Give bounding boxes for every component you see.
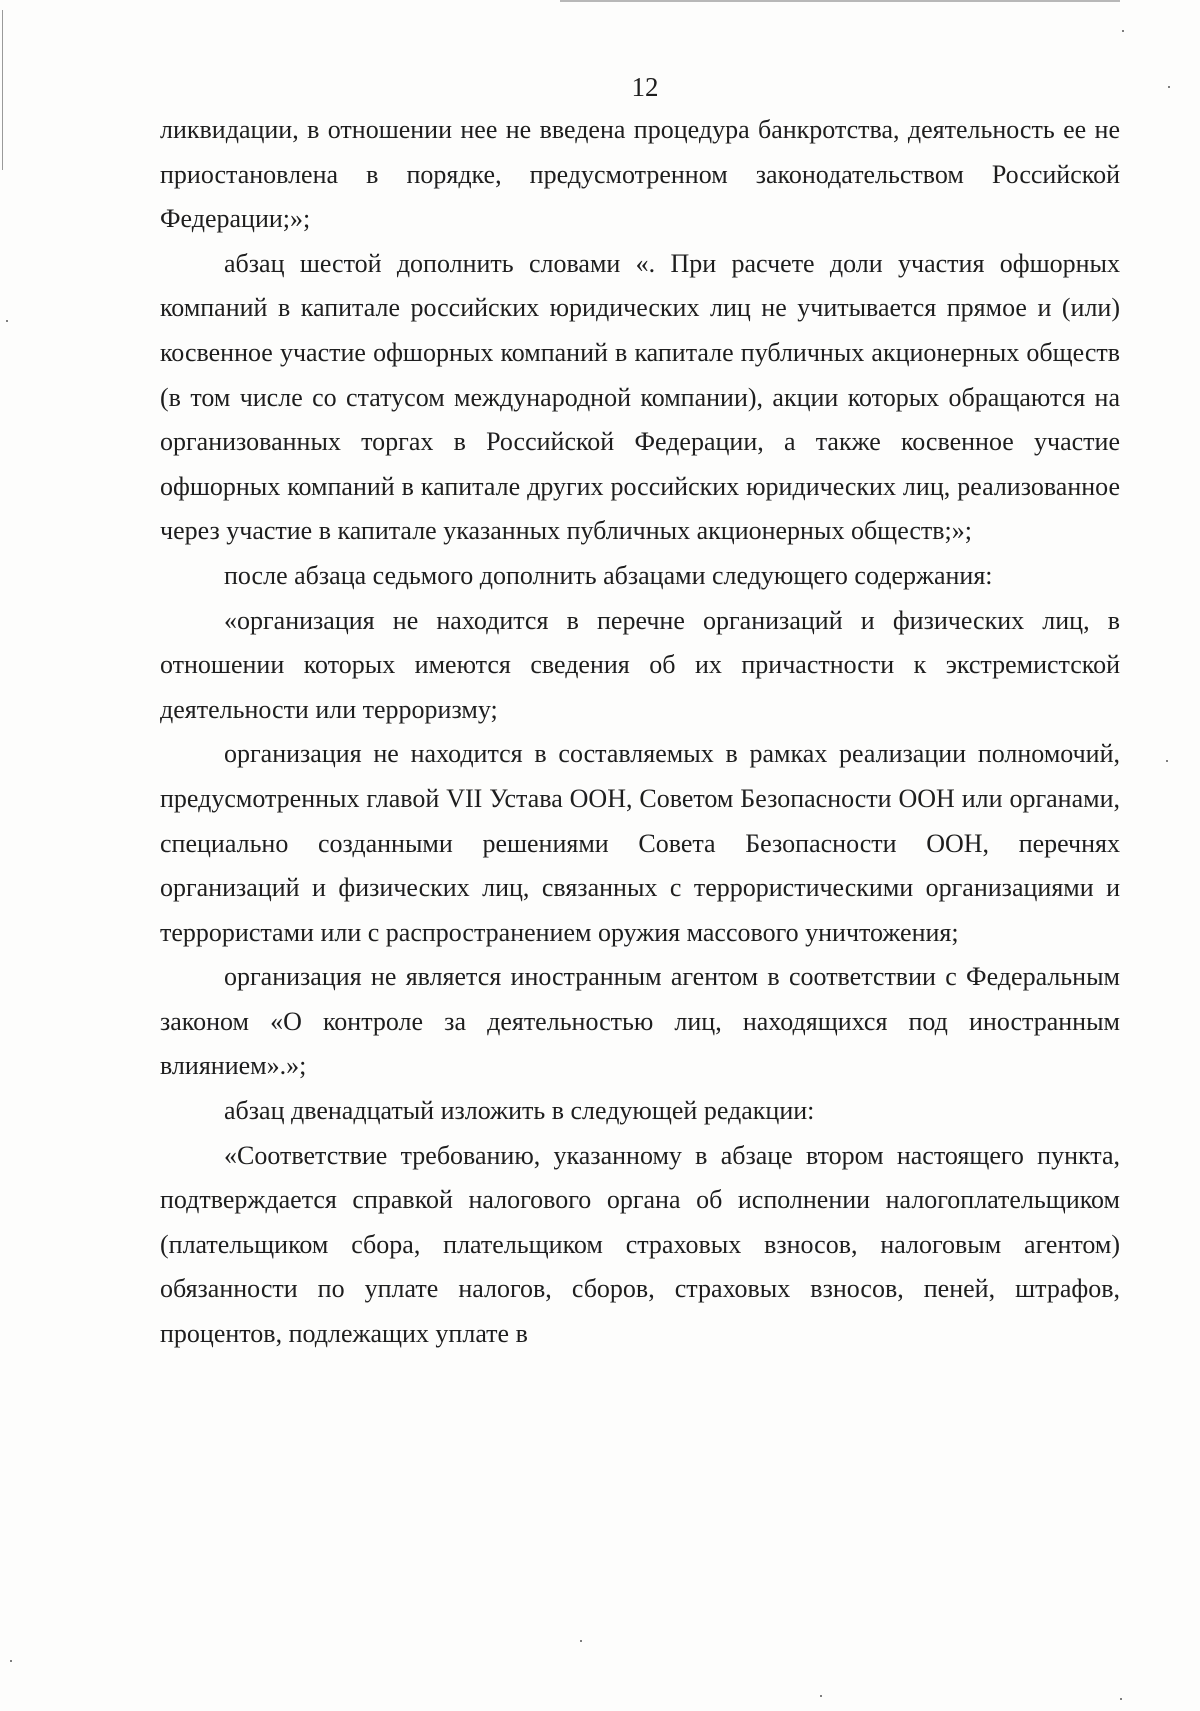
scan-speck <box>580 1640 582 1642</box>
paragraph-4: «организация не находится в перечне организаций и физических лиц, в отношении которых имеются сведения об их причастности к экстремистской деятельности или терроризму; <box>160 605 1120 724</box>
paragraph-5: организация не находится в составляемых в рамках реализации полномочий, предусмотренных главой VII Устава ООН, Советом Безопасности ООН или органами, специально созданными решениями Совета Безопасности ООН, перечнях организаций и физических лиц, связанных с террористическими организациями и террористами или с распространением оружия массового уничтожения; <box>160 739 1120 947</box>
scan-speck <box>1122 30 1124 32</box>
paragraph-2: абзац шестой дополнить словами «. При расчете доли участия офшорных компаний в капитале российских юридических лиц не учитывается прямое и (или) косвенное участие офшорных компаний в капитале публичных акционерных обществ (в том числе со статусом международной компании), акции которых обращаются на организованных торгах в Российской Федерации, а также косвенное участие офшорных компаний в капитале других российских юридических лиц, реализованное через участие в капитале указанных публичных акционерных обществ;»; <box>160 248 1120 546</box>
scan-speck <box>10 1660 12 1662</box>
paragraph-3: после абзаца седьмого дополнить абзацами следующего содержания: <box>224 560 993 590</box>
paragraph-7: абзац двенадцатый изложить в следующей редакции: <box>224 1096 815 1126</box>
scan-speck <box>1120 1698 1122 1700</box>
scan-speck <box>1166 760 1168 762</box>
body-text <box>160 108 1120 1357</box>
page-number: 12 <box>631 72 659 102</box>
paragraph-6: организация не является иностранным агентом в соответствии с Федеральным законом «О контроле за деятельностью лиц, находящихся под иностранным влиянием».»; <box>160 962 1120 1081</box>
scan-speck <box>6 320 8 322</box>
scan-speck <box>1168 86 1170 88</box>
scan-edge-top <box>560 0 1120 2</box>
scan-speck <box>820 1695 822 1697</box>
paragraph-1: ликвидации, в отношении нее не введена процедура банкротства, деятельность ее не приостановлена в порядке, предусмотренном законодательством Российской Федерации;»; <box>160 115 1120 234</box>
paragraph-8: «Соответствие требованию, указанному в абзаце втором настоящего пункта, подтверждается справкой налогового органа об исполнении налогоплательщиком (плательщиком сбора, плательщиком страховых взносов, налоговым агентом) обязанности по уплате налогов, сборов, страховых взносов, пеней, штрафов, процентов, подлежащих уплате в <box>160 1140 1120 1349</box>
